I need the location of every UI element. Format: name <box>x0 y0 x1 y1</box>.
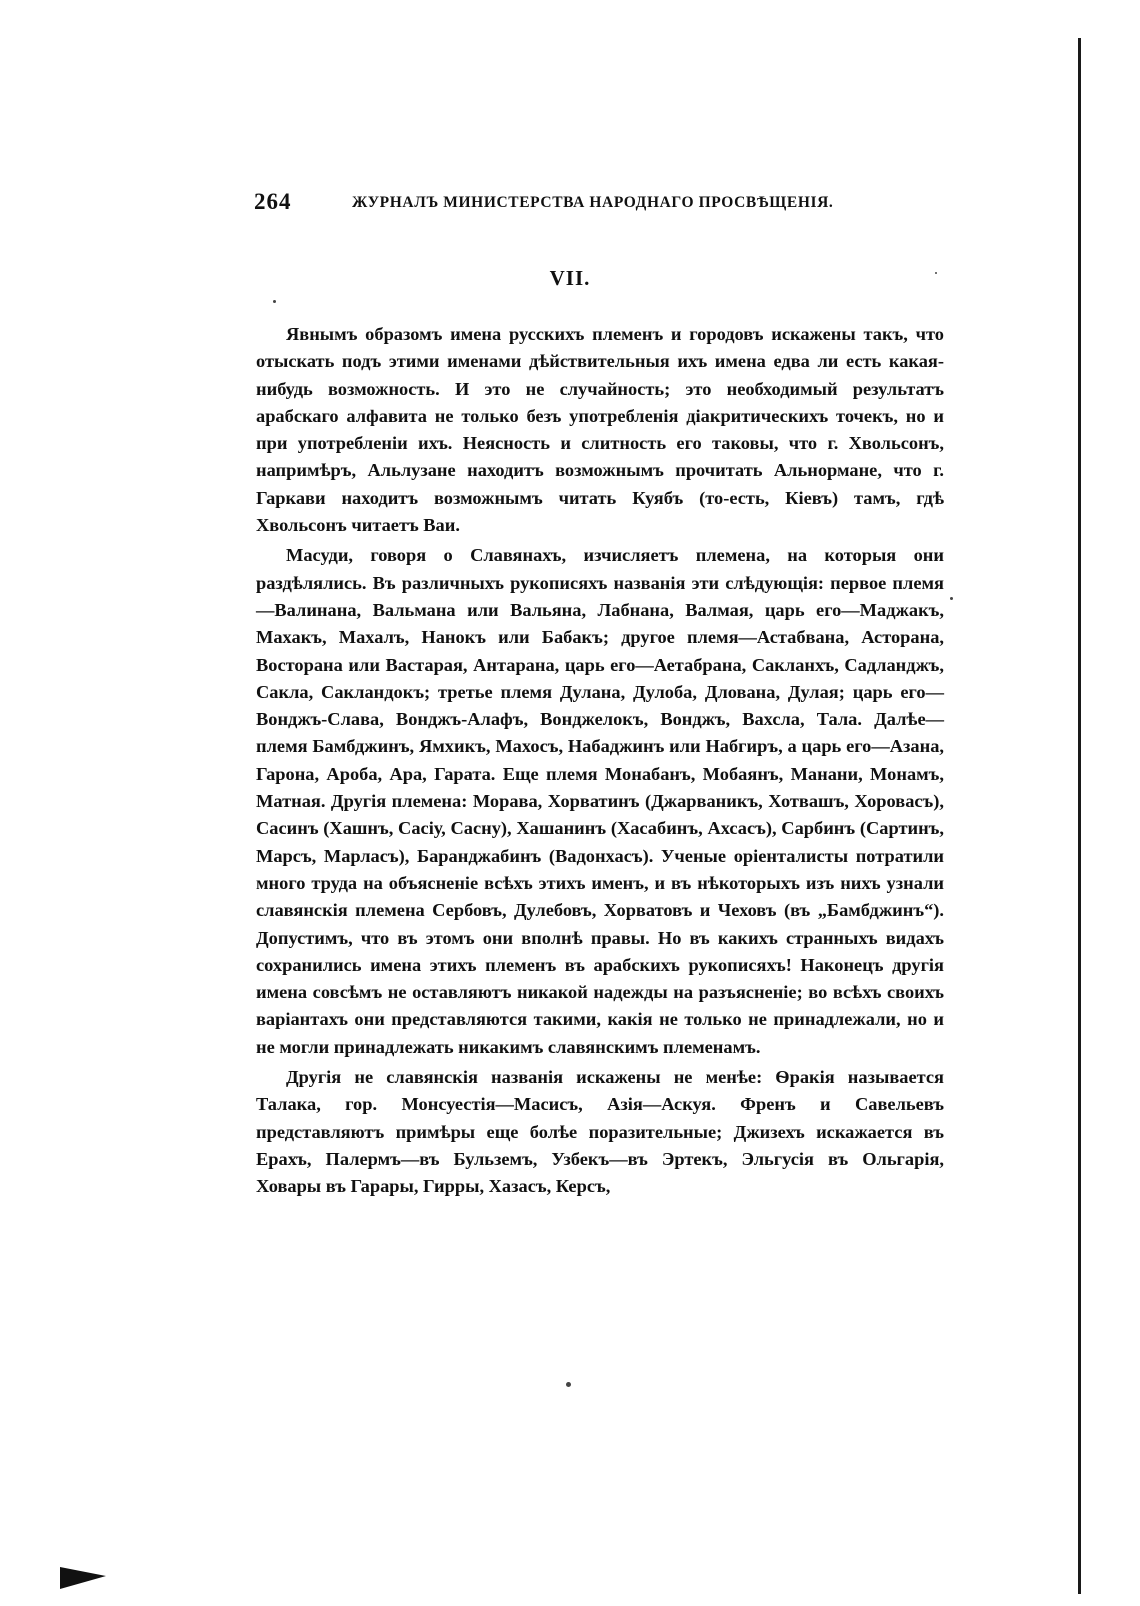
paragraph: Другія не славянскія названія искажены не менѣе: Ѳракія называется Талака, гор. Монсуестія—Масисъ, Азія—Аскуя. Френъ и Савельевъ представляютъ примѣры еще болѣе поразительные; Джизехъ искажается въ Ерахъ, Палермъ—въ Бульземъ, Узбекъ—въ Эртекъ, Эльгусія въ Ольгарія, Ховары въ Гарары, Гирры, Хазасъ, Керсъ, <box>256 1067 944 1197</box>
chapter-number: VII. <box>549 266 591 290</box>
running-header <box>254 189 874 219</box>
journal-title: ЖУРНАЛЪ МИНИСТЕРСТВА НАРОДНАГО ПРОСВѢЩЕНІЯ. <box>352 194 834 211</box>
ink-speck <box>273 300 276 303</box>
corner-scan-mark <box>60 1567 106 1589</box>
ink-speck <box>566 1382 571 1387</box>
body-text <box>256 321 944 1204</box>
paragraph: Явнымъ образомъ имена русскихъ племенъ и городовъ искажены такъ, что отыскать подъ этими именами дѣйствительныя ихъ имена едва ли есть какая-нибудь возможность. И это не случайность; это необходимый результатъ арабскаго алфавита не только безъ употребленія діакритическихъ точекъ, но и при употребленіи ихъ. Неясность и слитность его таковы, что г. Хвольсонъ, напримѣръ, Альлузане находитъ возможнымъ прочитать Альнормане, что г. Гаркави находитъ возможнымъ читать Куябъ (то-есть, Кіевъ) тамъ, гдѣ Хвольсонъ читаетъ Ваи. <box>256 324 944 536</box>
ink-speck <box>950 597 953 600</box>
paragraph: Масуди, говоря о Славянахъ, изчисляетъ племена, на которыя они раздѣлялись. Въ различныхъ рукописяхъ названія эти слѣдующія: первое племя—Валинана, Вальмана или Вальяна, Лабнана, Валмая, царь его—Маджакъ, Махакъ, Махалъ, Нанокъ или Бабакъ; другое племя—Астабвана, Асторана, Восторана или Вастарая, Антарана, царь его—Аетабрана, Сакланхъ, Садланджъ, Сакла, Сакландокъ; третье племя Дулана, Дулоба, Длована, Дулая; царь его—Вонджъ-Слава, Вонджъ-Алафъ, Вонджелокъ, Вонджъ, Вахсла, Тала. Далѣе—племя Бамбджинъ, Ямхикъ, Махосъ, Набаджинъ или Набгиръ, а царь его—Азана, Гарона, Ароба, Ара, Гарата. Еще племя Монабанъ, Мобаянъ, Манани, Монамъ, Матная. Другія племена: Морава, Хорватинъ (Джарваникъ, Хотвашъ, Хоровасъ), Сасинъ (Хашнъ, Сасіу, Сасну), Хашанинъ (Хасабинъ, Ахсасъ), Сарбинъ (Сартинъ, Марсъ, Марласъ), Баранджабинъ (Вадонхасъ). Ученые оріенталисты потратили много труда на объясненіе всѣхъ этихъ именъ, и въ нѣкоторыхъ изъ нихъ узнали славянскія племена Сербовъ, Дулебовъ, Хорватовъ и Чеховъ (въ „Бамбджинъ“). Допустимъ, что въ этомъ они вполнѣ правы. Но въ какихъ странныхъ видахъ сохранились имена этихъ племенъ въ арабскихъ рукописяхъ! Наконецъ другія имена совсѣмъ не оставляютъ никакой надежды на разъясненіе; во всѣхъ своихъ варіантахъ они представляются такими, какія не только не принадлежали, но и не могли принадлежать никакимъ славянскимъ племенамъ. <box>256 545 944 1057</box>
page-number: 264 <box>254 189 292 214</box>
